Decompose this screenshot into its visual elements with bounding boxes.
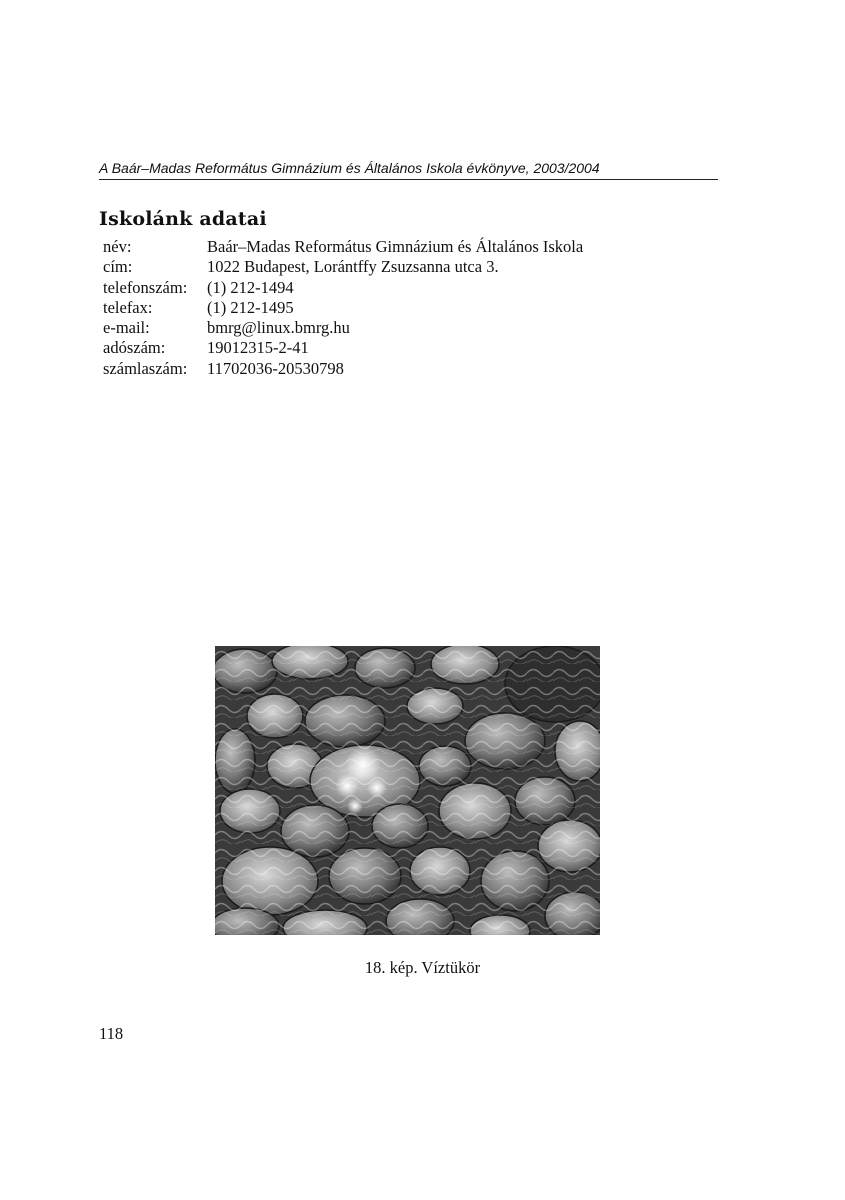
info-row xyxy=(99,237,583,257)
info-value: Baár–Madas Református Gimnázium és Általános Iskola xyxy=(207,237,584,256)
water-caustics xyxy=(215,646,600,935)
info-value: bmrg@linux.bmrg.hu xyxy=(207,318,350,338)
info-label: telefonszám: xyxy=(103,277,188,297)
info-row xyxy=(99,278,583,298)
info-label: név: xyxy=(103,237,132,256)
section-title: Iskolánk adatai xyxy=(99,208,267,230)
figure-caption: 18. kép. Víztükör xyxy=(364,958,481,977)
info-row xyxy=(99,298,583,318)
info-row xyxy=(99,257,583,277)
info-value: 11702036-20530798 xyxy=(207,358,344,378)
page-number: 118 xyxy=(99,1024,124,1043)
info-value: 19012315-2-41 xyxy=(207,338,309,358)
info-label: cím: xyxy=(103,257,133,277)
header-rule xyxy=(99,179,718,180)
info-row xyxy=(99,338,583,358)
running-head: A Baár–Madas Református Gimnázium és Általános Iskola évkönyve, 2003/2004 xyxy=(99,160,600,176)
water-pebbles-photo xyxy=(215,646,600,935)
info-label: e-mail: xyxy=(103,318,150,338)
school-info-table xyxy=(99,237,583,379)
info-label: adószám: xyxy=(103,338,166,358)
info-label: telefax: xyxy=(103,297,153,317)
info-value: (1) 212-1494 xyxy=(207,277,294,297)
info-row xyxy=(99,359,583,379)
info-value: 1022 Budapest, Lorántffy Zsuzsanna utca 3. xyxy=(207,257,499,277)
info-label: számlaszám: xyxy=(103,358,188,378)
info-value: (1) 212-1495 xyxy=(207,297,294,317)
info-row xyxy=(99,318,583,338)
